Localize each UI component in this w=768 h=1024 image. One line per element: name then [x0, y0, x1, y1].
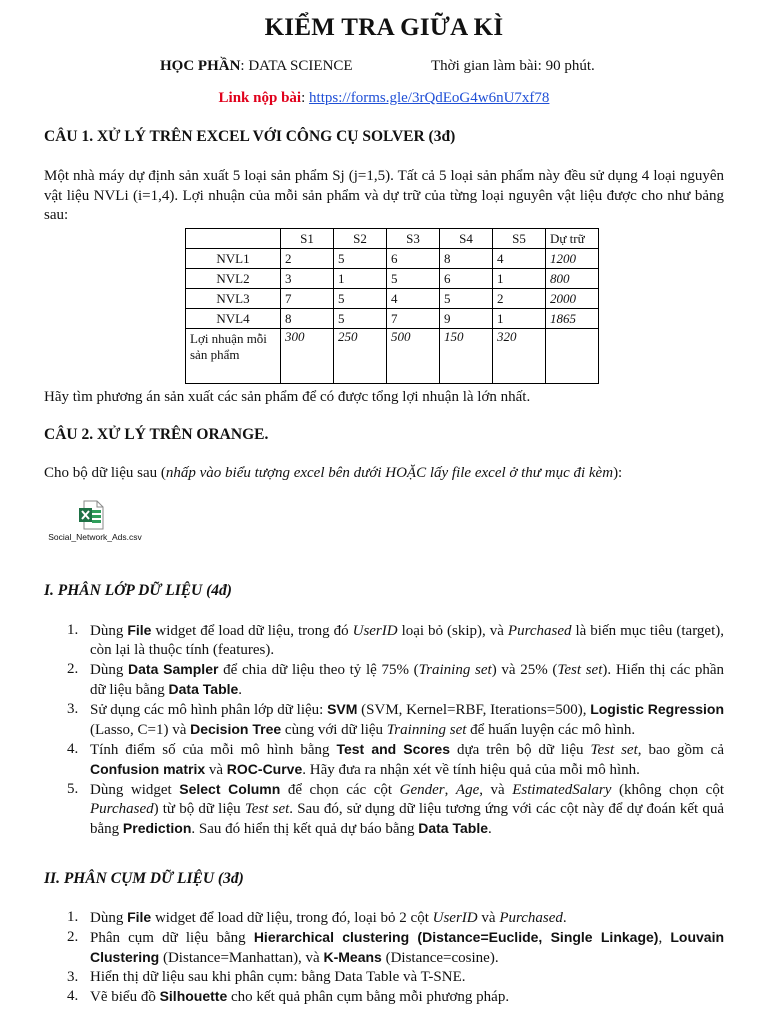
- bold-term: Silhouette: [159, 988, 228, 1004]
- usage-cell: 8: [281, 309, 334, 329]
- usage-cell: 5: [440, 289, 493, 309]
- bold-term: Select Column: [179, 781, 281, 797]
- submission-colon: :: [301, 90, 310, 106]
- italic-term: Training set: [418, 662, 492, 678]
- item-text: (Lasso, C=1) và: [90, 722, 191, 738]
- list-number: 1.: [67, 622, 79, 638]
- bold-term: Louvain Clustering: [90, 929, 725, 965]
- reserve-cell: 800: [546, 269, 599, 289]
- reserve-cell: 1200: [546, 249, 599, 269]
- table-row: [186, 309, 599, 329]
- usage-cell: 9: [440, 309, 493, 329]
- list-item: [44, 621, 724, 660]
- question-2-intro: [44, 464, 724, 484]
- italic-term: Purchased: [499, 910, 563, 926]
- item-text: Dùng: [90, 623, 128, 639]
- material-label: NVL1: [186, 249, 281, 269]
- item-text: Dùng: [90, 662, 129, 678]
- item-text: Phân cụm dữ liệu bằng: [90, 930, 254, 946]
- part-2-heading: II. PHÂN CỤM DỮ LIỆU (3đ): [44, 870, 244, 887]
- table-header-row: [186, 229, 599, 249]
- item-text: Vẽ biểu đồ: [90, 989, 160, 1005]
- list-item: [44, 780, 724, 839]
- submission-line: [0, 90, 768, 107]
- list-item: [44, 928, 724, 968]
- profit-cell: 500: [387, 329, 440, 384]
- question-1-task: Hãy tìm phương án sản xuất các sản phẩm để có được tổng lợi nhuận là lớn nhất.: [44, 389, 531, 405]
- excel-file-icon[interactable]: [78, 500, 104, 530]
- intro-italic: nhấp vào biểu tượng excel bên dưới HOẶC lấy file excel ở thư mục đi kèm: [165, 465, 614, 481]
- profit-label: Lợi nhuận mỗi sản phẩm: [186, 329, 281, 384]
- item-text: và: [205, 762, 227, 778]
- usage-cell: 8: [440, 249, 493, 269]
- material-label: NVL2: [186, 269, 281, 289]
- italic-term: Purchased: [507, 623, 572, 639]
- item-text: . Sau đó, sử dụng dữ liệu tương ứng với các cột này để dự đoán kết quả bằng: [90, 801, 724, 837]
- question-2-heading: CÂU 2. XỬ LÝ TRÊN ORANGE.: [44, 426, 269, 443]
- usage-cell: 5: [387, 269, 440, 289]
- italic-term: Purchased: [90, 801, 154, 817]
- italic-term: Gender: [399, 782, 445, 798]
- italic-term: UserID: [432, 910, 478, 926]
- table-header-cell: S3: [387, 229, 440, 249]
- list-number: 3.: [67, 701, 79, 717]
- italic-term: Age: [455, 782, 480, 798]
- item-text: ). Hiển thị các phần dữ liệu bằng: [90, 662, 724, 698]
- bold-term: Data Sampler: [128, 661, 219, 677]
- bold-term: Prediction: [122, 820, 192, 836]
- list-item: [44, 740, 724, 780]
- item-text: Tính điểm số của mỗi mô hình bằng: [90, 742, 337, 758]
- profit-cell: 150: [440, 329, 493, 384]
- item-text: Hiển thị dữ liệu sau khi phân cụm: bằng Data Table và T-SNE.: [90, 969, 466, 985]
- usage-cell: 1: [493, 309, 546, 329]
- usage-cell: 1: [334, 269, 387, 289]
- item-text: để huấn luyện các mô hình.: [466, 722, 636, 738]
- list-number: 2.: [67, 929, 79, 945]
- item-text: widget để load dữ liệu, trong đó, loại bỏ 2 cột: [151, 910, 433, 926]
- bold-term: Data Table: [168, 681, 239, 697]
- material-label: NVL3: [186, 289, 281, 309]
- table-header-cell: S4: [440, 229, 493, 249]
- usage-cell: 2: [493, 289, 546, 309]
- item-text: cho kết quả phân cụm bằng mỗi phương pháp.: [227, 989, 510, 1005]
- italic-term: Test set: [557, 662, 603, 678]
- question-1-heading: CÂU 1. XỬ LÝ TRÊN EXCEL VỚI CÔNG CỤ SOLVER (3đ): [44, 128, 456, 145]
- reserve-cell: 2000: [546, 289, 599, 309]
- reserve-cell: 1865: [546, 309, 599, 329]
- item-text: (không chọn cột: [611, 782, 725, 798]
- item-text: Dùng widget: [90, 782, 180, 798]
- bold-term: File: [127, 909, 152, 925]
- bold-term: Test and Scores: [336, 741, 450, 757]
- list-number: 4.: [67, 988, 79, 1004]
- table-header-cell: S2: [334, 229, 387, 249]
- usage-cell: 7: [387, 309, 440, 329]
- usage-cell: 5: [334, 309, 387, 329]
- table-header-cell: S5: [493, 229, 546, 249]
- part-1-heading: I. PHÂN LỚP DỮ LIỆU (4đ): [44, 582, 232, 599]
- italic-term: Test set: [590, 742, 638, 758]
- bold-term: ROC-Curve: [226, 761, 303, 777]
- item-text: .: [238, 682, 243, 698]
- usage-cell: 4: [493, 249, 546, 269]
- time-limit: Thời gian làm bài: 90 phút.: [431, 58, 595, 74]
- italic-term: EstimatedSalary: [512, 782, 612, 798]
- list-number: 3.: [67, 969, 79, 985]
- course-value: : DATA SCIENCE: [240, 58, 353, 74]
- list-item: [44, 700, 724, 740]
- submission-label: Link nộp bài: [218, 90, 302, 106]
- bold-term: File: [127, 622, 152, 638]
- item-text: cùng với dữ liệu: [281, 722, 387, 738]
- item-text: , và: [479, 782, 513, 798]
- usage-cell: 7: [281, 289, 334, 309]
- list-item: [44, 660, 724, 700]
- list-item: [44, 968, 724, 987]
- usage-cell: 6: [440, 269, 493, 289]
- item-text: loại bỏ (skip), và: [397, 623, 508, 639]
- item-text: ) và 25% (: [491, 662, 558, 678]
- usage-cell: 5: [334, 249, 387, 269]
- usage-cell: 4: [387, 289, 440, 309]
- intro-text: Cho bộ dữ liệu sau (: [44, 465, 166, 481]
- bold-term: K-Means: [323, 949, 382, 965]
- file-name[interactable]: Social_Network_Ads.csv: [48, 532, 142, 542]
- table-header-cell: [186, 229, 281, 249]
- item-text: (Distance=Manhattan), và: [159, 950, 324, 966]
- item-text: Dùng: [90, 910, 128, 926]
- table-row: [186, 289, 599, 309]
- usage-cell: 3: [281, 269, 334, 289]
- item-text: .: [488, 821, 492, 837]
- part-1-list: [44, 621, 724, 839]
- profit-empty-cell: [546, 329, 599, 384]
- table-row: [186, 249, 599, 269]
- course-label: HỌC PHẦN: [160, 58, 241, 74]
- table-header-cell: Dự trữ: [546, 229, 599, 249]
- item-text: để chia dữ liệu theo tỷ lệ 75% (: [218, 662, 419, 678]
- course-info: [160, 58, 353, 75]
- bold-term: Data Table: [418, 820, 488, 836]
- intro-end: ):: [613, 465, 623, 481]
- item-text: , bao gồm cả: [637, 742, 724, 758]
- page-title: KIỂM TRA GIỮA KÌ: [264, 14, 504, 41]
- bold-term: Logistic Regression: [590, 701, 725, 717]
- bold-term: SVM: [327, 701, 358, 717]
- item-text: ,: [658, 930, 671, 946]
- table-row: [186, 269, 599, 289]
- usage-cell: 5: [334, 289, 387, 309]
- list-number: 1.: [67, 909, 79, 925]
- usage-cell: 2: [281, 249, 334, 269]
- item-text: (Distance=cosine).: [381, 950, 499, 966]
- bold-term: Confusion matrix: [90, 761, 206, 777]
- item-text: dựa trên bộ dữ liệu: [450, 742, 591, 758]
- italic-term: UserID: [352, 623, 398, 639]
- list-number: 5.: [67, 781, 79, 797]
- item-text: widget để load dữ liệu, trong đó: [151, 623, 353, 639]
- profit-row: [186, 329, 599, 384]
- materials-table: [185, 228, 599, 384]
- material-label: NVL4: [186, 309, 281, 329]
- item-text: và: [477, 910, 500, 926]
- list-number: 2.: [67, 661, 79, 677]
- item-text: để chọn các cột: [280, 782, 400, 798]
- table-header-cell: S1: [281, 229, 334, 249]
- list-item: [44, 908, 724, 928]
- item-text: (SVM, Kernel=RBF, Iterations=500),: [357, 702, 591, 718]
- italic-term: Test set: [244, 801, 290, 817]
- item-text: là biến mục tiêu (target), còn lại là thuộc tính (features).: [90, 623, 724, 658]
- usage-cell: 1: [493, 269, 546, 289]
- bold-term: Hierarchical clustering (Distance=Euclide, Single Linkage): [253, 929, 659, 945]
- bold-term: Decision Tree: [190, 721, 282, 737]
- usage-cell: 6: [387, 249, 440, 269]
- item-text: . Sau đó hiển thị kết quả dự báo bằng: [191, 821, 419, 837]
- list-item: [44, 987, 724, 1007]
- item-text: . Hãy đưa ra nhận xét về tính hiệu quả của mỗi mô hình.: [302, 762, 640, 778]
- item-text: ,: [444, 782, 456, 798]
- submission-link[interactable]: https://forms.gle/3rQdEoG4w6nU7xf78: [309, 90, 550, 106]
- item-text: Sử dụng các mô hình phân lớp dữ liệu:: [90, 702, 328, 718]
- profit-cell: 300: [281, 329, 334, 384]
- item-text: ) từ bộ dữ liệu: [153, 801, 245, 817]
- item-text: .: [562, 910, 567, 926]
- italic-term: Trainning set: [386, 722, 467, 738]
- profit-cell: 320: [493, 329, 546, 384]
- profit-cell: 250: [334, 329, 387, 384]
- part-2-list: [44, 908, 724, 1007]
- list-number: 4.: [67, 741, 79, 757]
- question-1-intro: Một nhà máy dự định sản xuất 5 loại sản phẩm Sj (j=1,5). Tất cả 5 loại sản phẩm này đều sử dụng 4 loại nguyên vật liệu NVLi (i=1,4). Lợi nhuận của mỗi sản phẩm và dự trữ của từng loại nguyên vật liệu được cho như bảng sau:: [44, 168, 724, 223]
